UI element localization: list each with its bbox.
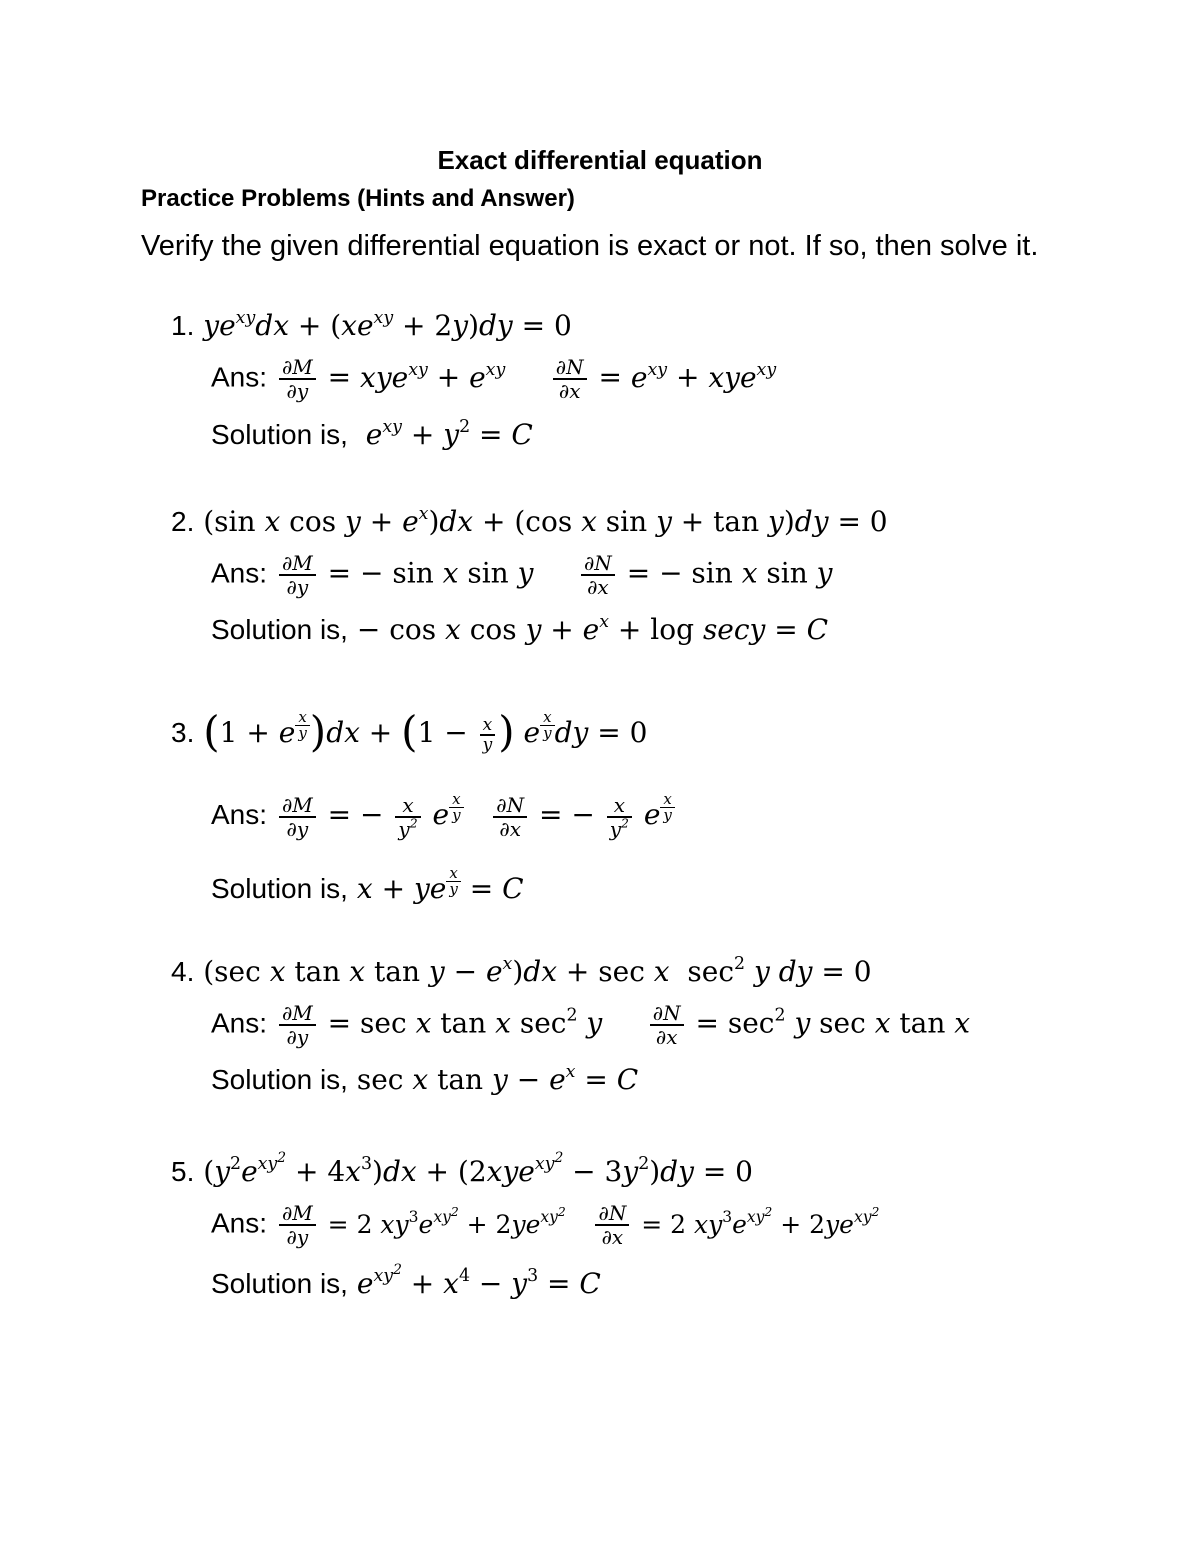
document-title: Exact differential equation bbox=[437, 145, 763, 175]
solution-label: Solution is, bbox=[211, 419, 348, 450]
dN-dx-fraction: $\frac{\partial N}{\partial x}$ bbox=[553, 356, 587, 402]
problem-number: 4. bbox=[171, 956, 195, 987]
dN-dx-fraction: $\frac{\partial N}{\partial x}$ bbox=[595, 1202, 629, 1248]
solution-label: Solution is, bbox=[211, 1064, 348, 1095]
ans-label: Ans: bbox=[211, 799, 268, 831]
problem-number: 1. bbox=[171, 310, 195, 341]
problem-number: 5. bbox=[171, 1156, 195, 1187]
problem-2-partials: Ans: $\frac{\partial M}{\partial y}$ = − sin x sin y $\frac{\partial N}{\partial x}$ = − sin x sin y bbox=[211, 551, 833, 599]
problem-5-equation: 5. $(y^2e^{xy^2} + 4x^3)dx + (2xye^{xy^2} - 3y^2)dy = 0$ bbox=[171, 1149, 753, 1188]
ans-label: Ans: bbox=[211, 1207, 268, 1239]
problem-number: 3. bbox=[171, 717, 195, 749]
solution-label: Solution is, bbox=[211, 1268, 348, 1299]
ans-label: Ans: bbox=[211, 1007, 268, 1039]
problem-number: 2. bbox=[171, 506, 195, 537]
problem-3-equation: 3. (1 + e $^{\frac{x}{y}}$ )dx + (1 − $\frac{x}{y}$ ) e $^{\frac{x}{y}}$ dy = 0 bbox=[171, 707, 648, 757]
dN-dx-fraction: $\frac{\partial N}{\partial x}$ bbox=[581, 552, 615, 598]
dM-dy-fraction: $\frac{\partial M}{\partial y}$ bbox=[279, 1002, 316, 1048]
problem-1-equation: 1. $ye^{xy}dx + (xe^{xy} + 2y)dy = 0$ bbox=[171, 307, 572, 342]
problem-3-partials: Ans: $\frac{\partial M}{\partial y}$ = − $\frac{x}{y^2}$ e $^{\frac{x}{y}}$ $\frac{\partial N}{\partial x}$ = − $\frac{x}{y^2}$ e $^{\frac{x}{y}}$ bbox=[211, 792, 675, 840]
ans-label: Ans: bbox=[211, 557, 268, 589]
instruction-text: Verify the given differential equation is exact or not. If so, then solve it. bbox=[141, 230, 1039, 262]
problem-2-equation: 2. (sin x $\cos y + e^x)dx + (\cos$ x sin y + tan y)dy = 0 bbox=[171, 503, 888, 538]
dM-dy-fraction: $\frac{\partial M}{\partial y}$ bbox=[279, 552, 316, 598]
problem-2-solution: Solution is, − cos x $\cos y + e^x + \log \sec y = C$ bbox=[211, 611, 829, 646]
problem-4-solution: Solution is, sec x $\tan y - e^x = C$ bbox=[211, 1061, 639, 1096]
solution-label: Solution is, bbox=[211, 614, 348, 645]
problem-1-solution: Solution is, $e^{xy} + y^2 = C$ bbox=[211, 416, 533, 451]
problem-1-partials: Ans: $\frac{\partial M}{\partial y}$ = $xye^{xy} + e^{xy}$ $\frac{\partial N}{\partial x}$ = $e^{xy} + xye^{xy}$ bbox=[211, 355, 777, 403]
dM-dy-fraction: $\frac{\partial M}{\partial y}$ bbox=[279, 794, 316, 840]
dN-dx-fraction: $\frac{\partial N}{\partial x}$ bbox=[493, 794, 527, 840]
problem-5-solution: Solution is, $e^{xy^2} + x^4 - y^3 = C$ bbox=[211, 1261, 601, 1300]
dN-dx-fraction: $\frac{\partial N}{\partial x}$ bbox=[650, 1002, 684, 1048]
document-subtitle: Practice Problems (Hints and Answer) bbox=[141, 185, 575, 212]
problem-4-partials: Ans: $\frac{\partial M}{\partial y}$ = sec x tan x $\sec^2 y$ $\frac{\partial N}{\partial x}$ = $\sec^2 y$ sec x tan x bbox=[211, 1001, 971, 1049]
solution-label: Solution is, bbox=[211, 873, 348, 905]
dM-dy-fraction: $\frac{\partial M}{\partial y}$ bbox=[279, 1202, 316, 1248]
problem-4-equation: 4. (sec x tan x $\tan y - e^x)dx + \sec x$ $\sec^2 y$ dy = 0 bbox=[171, 953, 872, 988]
dM-dy-fraction: $\frac{\partial M}{\partial y}$ bbox=[279, 356, 316, 402]
ans-label: Ans: bbox=[211, 361, 268, 393]
problem-5-partials: Ans: $\frac{\partial M}{\partial y}$ = 2 $xy^3e^{xy^2} + 2ye^{xy^2}$ $\frac{\partial N}{\partial x}$ = 2 $xy^3e^{xy^2} + 2ye^{xy^2}$ bbox=[211, 1201, 880, 1249]
problem-3-solution: Solution is, x + ye $^{\frac{x}{y}}$ = C bbox=[211, 864, 524, 906]
